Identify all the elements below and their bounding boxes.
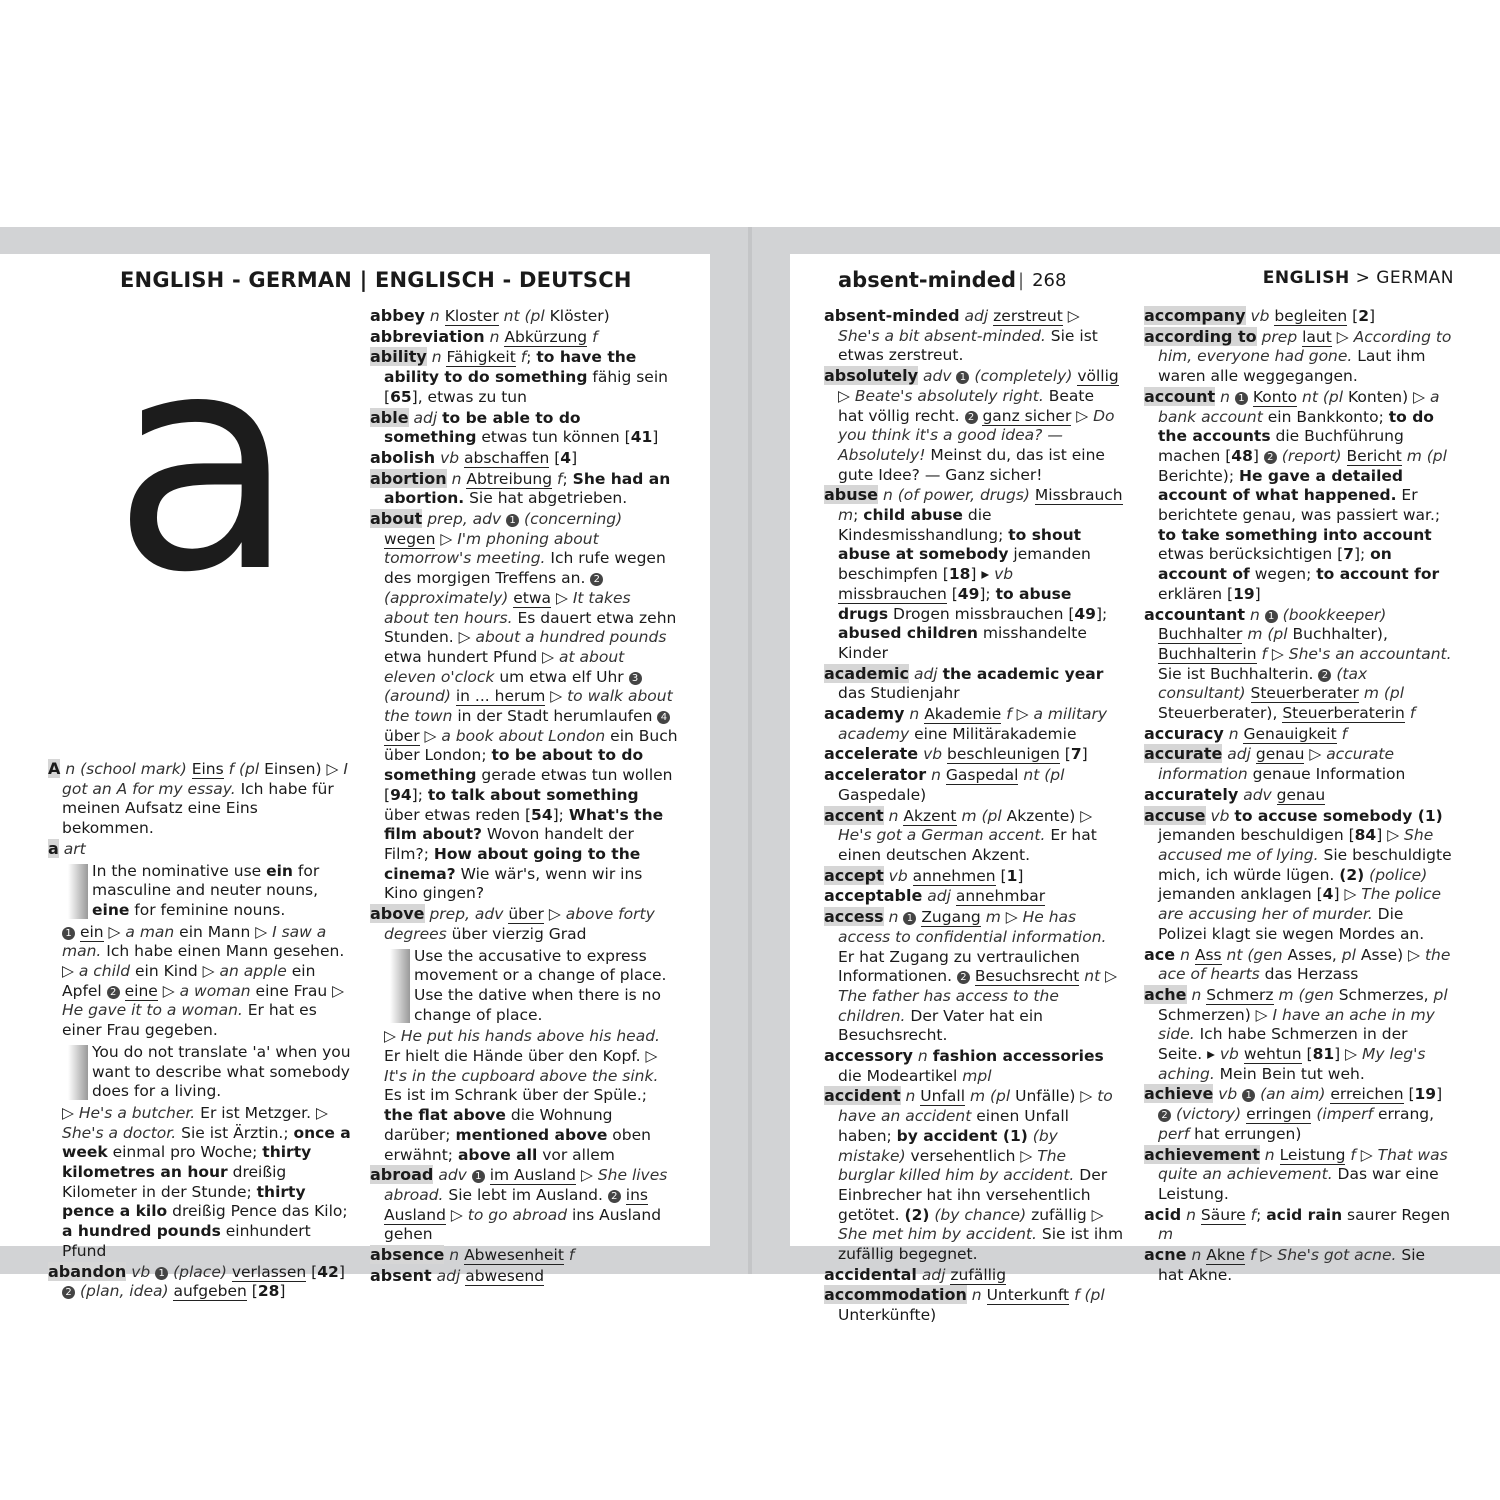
entry-definition: prep laut ▷ According to him, everyone had gone. Laut ihm waren alle weggegangen.: [1158, 327, 1452, 386]
headword: ache: [1144, 984, 1187, 1004]
headword: academy: [824, 704, 905, 724]
running-head-separator: |: [1018, 270, 1025, 291]
dictionary-entry: [824, 366, 1124, 485]
dictionary-entry: [1144, 1084, 1452, 1144]
dictionary-entry: [370, 1245, 678, 1266]
dictionary-entry: [824, 485, 1124, 663]
section-letter: a: [112, 289, 296, 638]
right-page: [790, 254, 1500, 1325]
dictionary-entry: [1144, 306, 1452, 327]
headword: abandon: [48, 1261, 127, 1281]
dictionary-entry: [370, 904, 678, 944]
entry-definition: art: [63, 839, 86, 858]
headword: account: [1144, 386, 1216, 406]
entry-definition: adj the academic year das Studienjahr: [838, 664, 1104, 703]
page-number-value: 268: [1032, 270, 1067, 291]
dictionary-entry: [824, 1046, 1124, 1086]
entry-definition: n Abwesenheit f: [449, 1246, 575, 1265]
entry-definition: n Unterkunft f (pl Unterkünfte): [838, 1286, 1105, 1325]
dictionary-entry: [1144, 724, 1452, 745]
headword: accompany: [1144, 306, 1246, 325]
headword: accent: [824, 805, 884, 825]
headword: accept: [824, 865, 884, 885]
entry-definition: n 1 Konto nt (pl Konten) ▷ a bank account ein Bankkonto; to do the accounts die Buchführung machen [48] 2 (report) Bericht m (pl Berichte); He gave a detailed account of what happened. Er berichtete genau, was passiert war.; to take something into account etwas berücksichtigen [7]; on account of wegen; to account for erklären [19]: [1158, 387, 1447, 603]
language-direction: [1263, 268, 1454, 288]
entry-definition: adj genau ▷ accurate information genaue Information: [1158, 745, 1406, 784]
dictionary-entry: [48, 839, 353, 860]
usage-note: Use the accusative to express movement or a change of place. Use the dative when there is no change of place.: [384, 947, 678, 1026]
dictionary-entry: [370, 327, 678, 348]
entry-definition: n Ass nt (gen Asses, pl Asse) ▷ the ace of hearts das Herzass: [1158, 945, 1451, 984]
headword: abbreviation: [370, 326, 485, 346]
dictionary-entry: [370, 448, 678, 469]
page-number: [1018, 270, 1066, 291]
entry-continuation: 1 ein ▷ a man ein Mann ▷ I saw a man. Ich habe einen Mann gesehen. ▷ a child ein Kind ▷ an apple ein Apfel 2 eine ▷ a woman eine Frau ▷ He gave it to a woman. Er hat es einer Frau gegeben.: [62, 922, 345, 1040]
headword: acne: [1144, 1245, 1187, 1265]
headword: accurately: [1144, 784, 1239, 804]
book-gutter: [748, 227, 752, 1274]
dictionary-entry: [824, 306, 1124, 366]
entry-definition: n Akne f ▷ She's got acne. Sie hat Akne.: [1158, 1246, 1426, 1284]
headword: achieve: [1144, 1084, 1214, 1104]
dictionary-entry: [1144, 806, 1452, 945]
headword: abroad: [370, 1165, 434, 1185]
dictionary-entry: [1144, 605, 1452, 724]
left-page: [0, 254, 710, 1301]
headword: accurate: [1144, 744, 1223, 764]
dictionary-entry: [370, 469, 678, 509]
entry-definition: n 1 Zugang m ▷ He has access to confidential information. Er hat Zugang zu vertraulichen Informationen. 2 Besuchsrecht nt ▷ The father has access to the children. Der Vater hat ein Besuchsrecht.: [838, 908, 1118, 1045]
target-language: GERMAN: [1376, 268, 1454, 288]
usage-note: In the nominative use ein for masculine and neuter nouns, eine for feminine nouns.: [62, 862, 353, 921]
dictionary-entry: [370, 1165, 678, 1245]
entry-definition: n (school mark) Eins f (pl Einsen) ▷ I got an A for my essay. Ich habe für meinen Aufsatz eine Eins bekommen.: [62, 760, 348, 838]
headword: access: [824, 907, 884, 927]
headword: accuracy: [1144, 723, 1224, 743]
headword: abolish: [370, 447, 436, 467]
entry-definition: adv 1 im Ausland ▷ She lives abroad. Sie lebt im Ausland. 2 ins Ausland ▷ to go abroad ins Ausland gehen: [384, 1166, 668, 1244]
dictionary-entry: [824, 704, 1124, 744]
entry-definition: prep, adv 1 (concerning) wegen ▷ I'm phoning about tomorrow's meeting. Ich rufe wegen des morgigen Treffens an. 2 (approximately) etwa ▷ It takes about ten hours. Es dauert etwa zehn Stunden. ▷ about a hundred pounds etwa hundert Pfund ▷ at about eleven o'clock um etwa elf Uhr 3 (around) in ... herum ▷ to walk about the town in der Stadt herumlaufen 4 über ▷ a book about London ein Buch über London; to be about to do something gerade etwas tun wollen [94]; to talk about something über etwas reden [54]; What's the film about? Wovon handelt der Film?; How about going to the cinema? Wie wär's, wenn wir ins Kino gingen?: [384, 510, 678, 903]
dictionary-entry: [1144, 1205, 1452, 1245]
entry-definition: vb abschaffen [4]: [440, 448, 578, 467]
headword: accommodation: [824, 1285, 967, 1305]
headword: accountant: [1144, 604, 1246, 624]
dictionary-entry: [1144, 1145, 1452, 1205]
dictionary-entry: [370, 509, 678, 904]
entry-definition: vb annehmen [1]: [888, 866, 1024, 885]
dictionary-column-3: [824, 306, 1124, 1326]
entry-definition: vb to accuse somebody (1) jemanden beschuldigen [84] ▷ She accused me of lying. Sie beschuldigte mich, ich würde lügen. (2) (police) jemanden anklagen [4] ▷ The police are accusing her of murder. Die Polizei klagt sie wegen Mordes an.: [1158, 806, 1452, 943]
headword: a: [48, 838, 59, 858]
dictionary-entry: [824, 1086, 1124, 1264]
dictionary-entry: [824, 907, 1124, 1046]
entry-definition: adj to be able to do something etwas tun können [41]: [384, 408, 659, 447]
entry-definition: n Genauigkeit f: [1228, 724, 1348, 743]
headword: about: [370, 509, 423, 529]
dictionary-entry: [824, 664, 1124, 704]
entry-definition: n Kloster nt (pl Klöster): [429, 307, 610, 325]
entry-definition: adj zerstreut ▷ She's a bit absent-minded. Sie ist etwas zerstreut.: [838, 307, 1098, 365]
dictionary-entry: [1144, 985, 1452, 1085]
entry-continuation: ▷ He's a butcher. Er ist Metzger. ▷ She's a doctor. Sie ist Ärztin.; once a week einmal pro Woche; thirty kilometres an hour dreißig Kilometer in der Stunde; thirty pence a kilo dreißig Pence das Kilo; a hundred pounds einhundert Pfund: [62, 1103, 351, 1260]
dictionary-column-1: [48, 759, 353, 1302]
dictionary-entry: [1144, 744, 1452, 784]
headword: absent: [370, 1265, 432, 1285]
headword: abbey: [370, 306, 425, 325]
dictionary-entry: [370, 1266, 678, 1287]
entry-definition: n Unfall m (pl Unfälle) ▷ to have an accident einen Unfall haben; by accident (1) (by mistake) versehentlich ▷ The burglar killed him by accident. Der Einbrecher hat ihn versehentlich getötet. (2) (by chance) zufällig ▷ She met him by accident. Sie ist ihm zufällig begegnet.: [838, 1087, 1124, 1264]
headword: A: [48, 759, 61, 778]
dictionary-entry: [1144, 1245, 1452, 1285]
dictionary-entry: [824, 866, 1124, 887]
dictionary-column-4: [1144, 306, 1452, 1285]
headword: absent-minded: [824, 306, 960, 325]
headword: according to: [1144, 326, 1257, 346]
left-page-header: ENGLISH - GERMAN | ENGLISCH - DEUTSCH: [120, 268, 632, 292]
headword: academic: [824, 663, 910, 683]
dictionary-entry: [1144, 785, 1452, 806]
dictionary-entry: [48, 759, 353, 839]
dictionary-entry: [370, 408, 678, 448]
headword: accelerator: [824, 765, 927, 785]
headword: achievement: [1144, 1144, 1260, 1164]
dictionary-entry: [824, 886, 1124, 907]
dictionary-entry: [1144, 387, 1452, 605]
dictionary-entry: [370, 347, 678, 407]
running-head-word: absent-minded: [838, 268, 1016, 292]
dictionary-entry: [824, 806, 1124, 866]
direction-arrow: >: [1355, 268, 1371, 288]
entry-definition: adj zufällig: [921, 1265, 1007, 1284]
entry-definition: n Akademie f ▷ a military academy eine Militärakademie: [838, 705, 1108, 743]
entry-definition: n Schmerz m (gen Schmerzes, pl Schmerzen) ▷ I have an ache in my side. Ich habe Schmerzen in der Seite. ▸ vb wehtun [81] ▷ My leg's aching. Mein Bein tut weh.: [1158, 985, 1448, 1083]
headword: accident: [824, 1086, 901, 1106]
entry-definition: n Leistung f ▷ That was quite an achievement. Das war eine Leistung.: [1158, 1145, 1448, 1203]
entry-definition: n Abkürzung f: [489, 327, 598, 346]
dictionary-entry: [824, 1285, 1124, 1325]
headword: above: [370, 904, 425, 924]
headword: acceptable: [824, 886, 923, 906]
entry-definition: vb 1 (an aim) erreichen [19] 2 (victory) erringen (imperf errang, perf hat errungen): [1158, 1085, 1443, 1143]
entry-definition: adv 1 (completely) völlig ▷ Beate's absolutely right. Beate hat völlig recht. 2 ganz sicher ▷ Do you think it's a good idea? — Absolutely! Meinst du, das ist eine gute Idee? — Ganz sicher!: [838, 367, 1119, 484]
usage-note: You do not translate 'a' when you want to describe what somebody does for a living.: [62, 1043, 353, 1102]
source-language: ENGLISH: [1262, 268, 1350, 288]
headword: ace: [1144, 944, 1176, 964]
headword: abortion: [370, 468, 447, 488]
headword: accidental: [824, 1264, 917, 1284]
headword: abuse: [824, 485, 879, 505]
entry-definition: n Abtreibung f; She had an abortion. Sie hat abgetrieben.: [384, 469, 671, 508]
entry-continuation: ▷ He put his hands above his head. Er hielt die Hände über den Kopf. ▷ It's in the cupboard above the sink. Es ist im Schrank über der Spüle.; the flat above die Wohnung darüber; mentioned above oben erwähnt; above all vor allem: [384, 1027, 660, 1164]
entry-definition: n Fähigkeit f; to have the ability to do something fähig sein [65], etwas zu tun: [384, 348, 668, 406]
headword: accessory: [824, 1046, 913, 1066]
dictionary-entry: [48, 1262, 353, 1302]
entry-definition: adj annehmbar: [927, 887, 1046, 906]
headword: absence: [370, 1245, 445, 1265]
entry-definition: n 1 (bookkeeper) Buchhalter m (pl Buchhalter), Buchhalterin f ▷ She's an accountant. Sie ist Buchhalterin. 2 (tax consultant) Steuerberater m (pl Steuerberater), Steuerberaterin f: [1158, 605, 1452, 723]
dictionary-entry: [370, 306, 678, 327]
entry-definition: adj abwesend: [436, 1266, 545, 1285]
headword: able: [370, 407, 409, 427]
entry-definition: n fashion accessories die Modeartikel mpl: [838, 1047, 1104, 1085]
dictionary-entry: [824, 765, 1124, 805]
dictionary-column-2: [370, 306, 678, 1286]
entry-definition: vb 1 (place) verlassen [42] 2 (plan, idea) aufgeben [28]: [62, 1263, 345, 1301]
entry-definition: n Säure f; acid rain saurer Regen m: [1158, 1205, 1451, 1244]
entry-definition: n Gaspedal nt (pl Gaspedale): [838, 766, 1065, 804]
dictionary-entry: [824, 1265, 1124, 1286]
entry-definition: adv genau: [1243, 785, 1326, 804]
entry-definition: prep, adv über ▷ above forty degrees über vierzig Grad: [384, 905, 655, 943]
headword: accuse: [1144, 805, 1206, 825]
entry-definition: vb begleiten [2]: [1250, 307, 1376, 325]
dictionary-entry: [824, 744, 1124, 765]
dictionary-entry: [1144, 327, 1452, 387]
headword: accelerate: [824, 744, 919, 764]
entry-definition: n Akzent m (pl Akzente) ▷ He's got a German accent. Er hat einen deutschen Akzent.: [838, 806, 1097, 864]
headword: ability: [370, 347, 427, 367]
entry-definition: vb beschleunigen [7]: [923, 745, 1088, 764]
dictionary-entry: [1144, 945, 1452, 985]
entry-definition: n (of power, drugs) Missbrauch m; child abuse die Kindesmisshandlung; to shout abuse at somebody jemanden beschimpfen [18] ▸ vb missbrauchen [49]; to abuse drugs Drogen missbrauchen [49]; abused children misshandelte Kinder: [838, 486, 1123, 662]
headword: absolutely: [824, 366, 919, 386]
headword: acid: [1144, 1204, 1182, 1224]
